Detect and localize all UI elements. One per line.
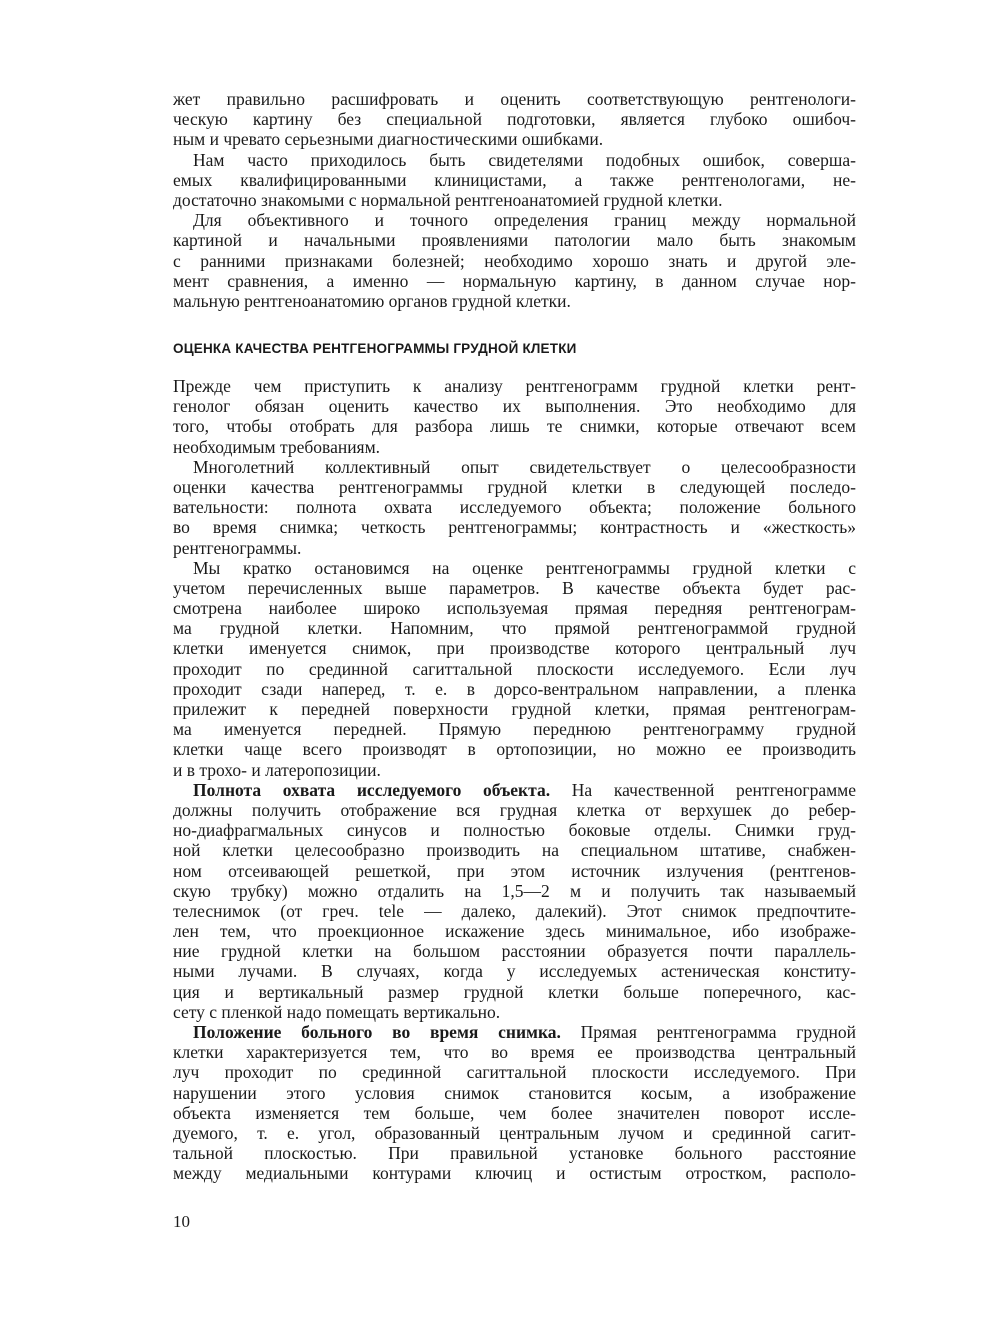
text-line: телеснимок (от греч. tele — далеко, далекий). Этот снимок предпочтите- [173, 900, 856, 921]
text-line: Для объективного и точного определения границ между нормальной [193, 210, 856, 231]
text-line: ма именуется передней. Прямую переднюю рентгенограмму грудной [173, 719, 856, 740]
text-line: емых квалифицированными клиницистами, а также рентгенологами, не- [173, 169, 856, 190]
paragraph-lead: Полнота охвата исследуемого объекта. [193, 779, 551, 800]
text-line: дуемого, т. е. угол, образованный центральным лучом и срединной сагит- [173, 1122, 856, 1143]
text-line: с ранними признаками болезней; необходимо хорошо знать и другой эле- [173, 250, 856, 271]
text-line: луч проходит по срединной сагиттальной плоскости исследуемого. При [173, 1062, 856, 1083]
text-line: клетки чаще всего производят в ортопозиции, но можно ее производить [173, 739, 856, 760]
text-line [173, 1022, 856, 1042]
text-line: ческую картину без специальной подготовки, является глубоко ошибоч- [173, 109, 856, 130]
text-line: ной клетки целесообразно производить на специальном штативе, снабжен- [173, 840, 856, 861]
text-line: клетки характеризуется тем, что во время ее производства центральный [173, 1042, 856, 1063]
text-line: во время снимка; четкость рентгенограммы; контрастность и «жесткость» [173, 517, 856, 538]
text-line: проходит сзади наперед, т. е. в дорсо-вентральном направлении, а пленка [173, 678, 856, 699]
main-text-block [173, 376, 856, 1184]
paragraph-lead: Положение больного во время снимка. [193, 1022, 561, 1042]
text-line: ма грудной клетки. Напомним, что прямой рентгенограммой грудной [173, 618, 856, 639]
text-line: оценки качества рентгенограммы грудной клетки в следующей последо- [173, 476, 856, 497]
text-line: ным и чревато серьезными диагностическими ошибками. [173, 129, 604, 150]
paragraph [173, 1022, 856, 1184]
text-line: ция и вертикальный размер грудной клетки больше поперечного, кас- [173, 981, 856, 1002]
text-line: мальную рентгеноанатомию органов грудной клетки. [173, 290, 571, 311]
text-line: но-диафрагмальных синусов и полностью боковые отделы. Снимки груд- [173, 820, 856, 841]
text-line: картиной и начальными проявлениями патологии мало быть знакомым [173, 230, 856, 251]
paragraph [173, 780, 856, 1022]
text-line: Нам часто приходилось быть свидетелями подобных ошибок, соверша- [193, 149, 856, 170]
text-line: сету с пленкой надо помещать вертикально. [173, 1001, 501, 1022]
line-text: На качественной рентгенограмме [550, 779, 857, 800]
top-text-block [173, 89, 856, 311]
text-line: лен тем, что проекционное искажение здесь минимальное, ибо изображе- [173, 921, 856, 942]
text-line: ными лучами. В случаях, когда у исследуемых астеническая конститу- [173, 961, 856, 982]
text-line: того, чтобы отобрать для разбора лишь те снимки, которые отвечают всем [173, 416, 856, 437]
text-line: ном отсеивающей решеткой, при этом источник излучения (рентгенов- [173, 860, 856, 881]
section-heading: ОЦЕНКА КАЧЕСТВА РЕНТГЕНОГРАММЫ ГРУДНОЙ КЛЕТКИ [173, 341, 577, 356]
text-line: мент сравнения, а именно — нормальную картину, в данном случае нор- [173, 270, 856, 291]
paragraph [173, 376, 856, 457]
text-line: объекта изменяется тем больше, чем более значителен поворот иссле- [173, 1102, 856, 1123]
line-text: Прямая рентгенограмма грудной [560, 1022, 856, 1042]
text-line: Прежде чем приступить к анализу рентгенограмм грудной клетки рент- [173, 376, 856, 396]
text-line: вательности: полнота охвата исследуемого объекта; положение больного [173, 497, 856, 518]
paragraph [173, 558, 856, 780]
text-line: жет правильно расшифровать и оценить соответствующую рентгенологи- [173, 89, 856, 109]
text-line: смотрена наиболее широко используемая прямая передняя рентгенограм- [173, 598, 856, 619]
text-line: должны получить отображение вся грудная клетка от верхушек до ребер- [173, 799, 856, 820]
text-line: клетки именуется снимок, при производстве которого центральный луч [173, 638, 856, 659]
text-line: необходимым требованиям. [173, 436, 381, 457]
text-line: и в трохо- и латеропозиции. [173, 759, 381, 780]
paragraph [173, 150, 856, 211]
paragraph [173, 89, 856, 150]
text-line: между медиальными контурами ключиц и остистым отростком, располо- [173, 1163, 856, 1184]
paragraph [173, 210, 856, 311]
text-line: достаточно знакомыми с нормальной рентгеноанатомией грудной клетки. [173, 189, 723, 210]
text-line: Мы кратко остановимся на оценке рентгенограммы грудной клетки с [193, 557, 856, 578]
text-line: генолог обязан оценить качество их выполнения. Это необходимо для [173, 396, 856, 417]
text-line: скую трубку) можно отдалить на 1,5—2 м и получить так называемый [173, 880, 856, 901]
text-line: Многолетний коллективный опыт свидетельствует о целесообразности [193, 456, 856, 477]
text-line: прилежит к передней поверхности грудной клетки, прямая рентгенограм- [173, 699, 856, 719]
text-line: проходит по срединной сагиттальной плоскости исследуемого. Если луч [173, 658, 856, 679]
text-line: ние грудной клетки на большом расстоянии образуется почти параллель- [173, 941, 856, 962]
text-line: учетом перечисленных выше параметров. В качестве объекта будет рас- [173, 577, 856, 598]
paragraph [173, 457, 856, 558]
text-line [173, 780, 856, 800]
text-line: рентгенограммы. [173, 537, 302, 558]
text-line: нарушении этого условия снимок становится косым, а изображение [173, 1082, 856, 1103]
text-line: тальной плоскостью. При правильной установке больного расстояние [173, 1143, 856, 1164]
page-number: 10 [173, 1212, 190, 1231]
